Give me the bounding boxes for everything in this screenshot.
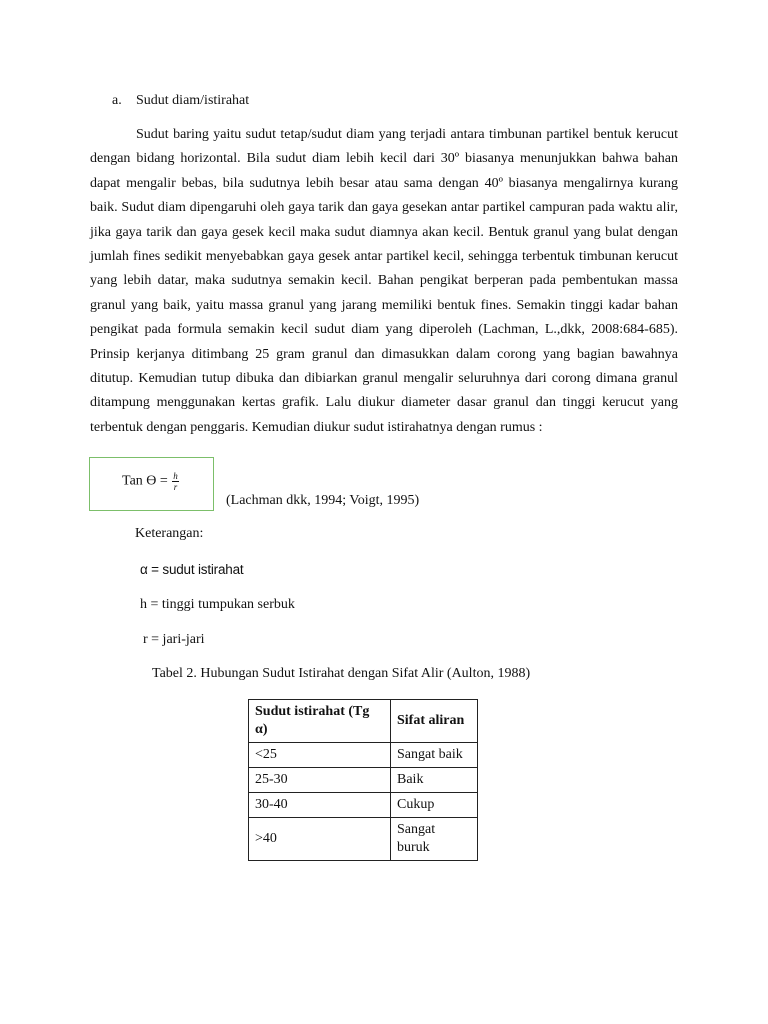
table-cell: Sangat baik bbox=[391, 743, 478, 768]
table-header-row bbox=[249, 700, 478, 743]
formula-lhs: Tan ϴ = bbox=[122, 473, 168, 489]
section-heading bbox=[112, 91, 249, 111]
table-cell: Cukup bbox=[391, 793, 478, 818]
formula bbox=[122, 471, 179, 492]
section-title: Sudut diam/istirahat bbox=[136, 93, 250, 108]
keterangan-label: Keterangan: bbox=[135, 526, 204, 541]
table-cell: Baik bbox=[391, 768, 478, 793]
definition-alpha: α = sudut istirahat bbox=[140, 562, 244, 577]
table-cell: <25 bbox=[249, 743, 391, 768]
formula-numerator: h bbox=[173, 471, 178, 481]
definition-r: r = jari-jari bbox=[143, 632, 205, 647]
table-cell: 30-40 bbox=[249, 793, 391, 818]
formula-fraction bbox=[172, 471, 179, 492]
list-marker: a. bbox=[112, 93, 122, 108]
table-row bbox=[249, 743, 478, 768]
body-paragraph: Sudut baring yaitu sudut tetap/sudut diam yang terjadi antara timbunan partikel bentuk kerucut dengan bidang horizontal. Bila sudut diam lebih kecil dari 30º biasanya menunjukkan bahwa bahan dapat mengalir bebas, bila sudutnya lebih besar atau sama dengan 40º biasanya mengalirnya kurang baik. Sudut diam dipengaruhi oleh gaya tarik dan gaya gesekan antar partikel campuran pada waktu alir, jika gaya tarik dan gaya gesek kecil maka sudut diamnya akan kecil. Bentuk granul yang bulat dengan jumlah fines sedikit menyebabkan gaya gesek antar partikel kecil, sehingga terbentuk timbunan kerucut yang lebih datar, maka sudutnya semakin kecil. Bahan pengikat berperan pada pembentukan massa granul yang baik, yaitu massa granul yang jarang memiliki bentuk fines. Semakin tinggi kadar bahan pengikat pada formula semakin kecil sudut diam yang diperoleh (Lachman, L.,dkk, 2008:684-685). Prinsip kerjanya ditimbang 25 gram granul dan dimasukkan dalam corong yang bagian bawahnya ditutup. Kemudian tutup dibuka dan dibiarkan granul mengalir seluruhnya dari corong dimana granul ditampung menggunakan kertas grafik. Lalu diukur diameter dasar granul dan tinggi kerucut yang terbentuk dengan penggaris. Kemudian diukur sudut istirahatnya dengan rumus : bbox=[90, 127, 678, 435]
table-header-cell: Sifat aliran bbox=[391, 700, 478, 743]
table-cell: 25-30 bbox=[249, 768, 391, 793]
formula-citation: (Lachman dkk, 1994; Voigt, 1995) bbox=[226, 493, 420, 508]
formula-box bbox=[89, 457, 214, 511]
table-cell: >40 bbox=[249, 818, 391, 861]
table-row bbox=[249, 818, 478, 861]
table-cell: Sangat buruk bbox=[391, 818, 478, 861]
table-caption: Tabel 2. Hubungan Sudut Istirahat dengan Sifat Alir (Aulton, 1988) bbox=[152, 666, 531, 681]
table-header-cell: Sudut istirahat (Tg α) bbox=[249, 700, 391, 743]
flow-property-table bbox=[248, 699, 478, 861]
formula-denominator: r bbox=[173, 482, 178, 492]
table-row bbox=[249, 768, 478, 793]
definition-h: h = tinggi tumpukan serbuk bbox=[140, 597, 295, 612]
table-row bbox=[249, 793, 478, 818]
